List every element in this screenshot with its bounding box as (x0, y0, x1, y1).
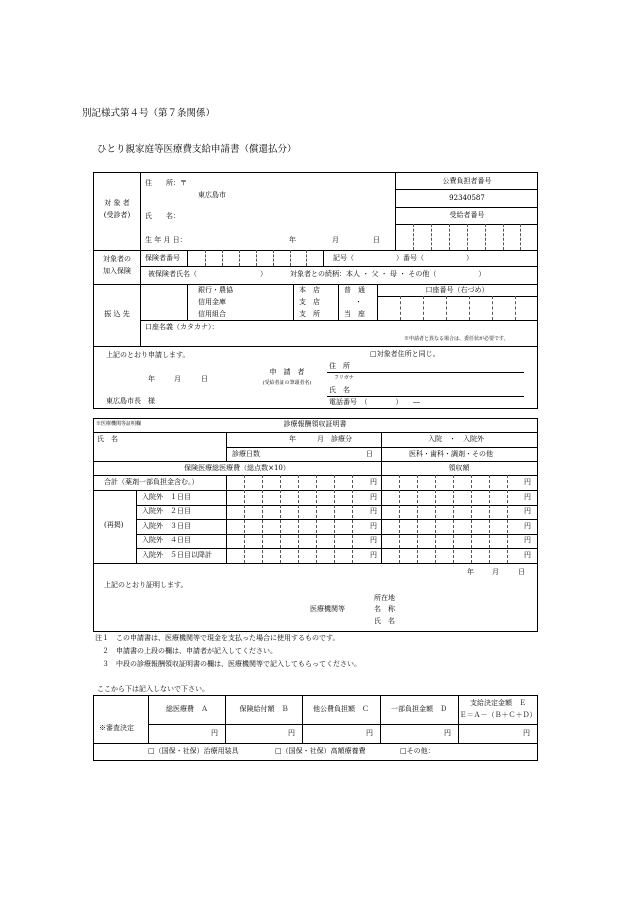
check-item[interactable]: □その他： (400, 747, 435, 755)
address-label: 住 所：〒 (145, 179, 187, 187)
account-type: ・ (355, 298, 362, 306)
symbol-number: 記号（ ）番号（ ） (333, 254, 473, 262)
form-number: 別記様式第４号（第７条関係） (82, 108, 216, 119)
office-column-header: 支給決定金額 Ｅ (470, 699, 526, 707)
inout-selector: 入院 ・ 入院外 (428, 435, 484, 443)
account-number-label: 口座番号（右づめ） (425, 286, 489, 294)
account-type: 当 座 (344, 310, 365, 318)
branch-type: 支 所 (299, 310, 320, 318)
yen-unit: 円 (370, 478, 377, 486)
applicant-label: 申 請 者 (269, 368, 305, 376)
note-line: 注１ この申請書は、医療機関等で現金を支払った場合に使用するものです。 (95, 634, 340, 642)
birth-day-label: 日 (373, 236, 380, 244)
proxy-note: ※申請者と異なる場合は、委任状が必要です。 (404, 336, 509, 342)
note-line: ２ 申請書の上段の欄は、申請者が記入してください。 (95, 647, 277, 655)
total-label: 合計（薬剤一部負担金含む。） (104, 478, 199, 486)
insurer-number-label: 保険者番号 (145, 254, 180, 262)
medical-category: 医科・歯科・調剤・その他 (409, 450, 493, 458)
name-label: 氏 名： (145, 212, 180, 220)
apply-month-label: 月 (174, 375, 181, 383)
address-city: 東広島市 (198, 191, 226, 199)
yen-unit: 円 (524, 551, 531, 559)
yen-unit: 円 (444, 729, 451, 737)
yen-unit: 円 (211, 729, 218, 737)
day-row-label: 入院外 ３日目 (142, 522, 191, 530)
check-item[interactable]: □（国保・社保）高額療養費 (275, 747, 366, 755)
yen-unit: 円 (524, 536, 531, 544)
account-holder-label: 口座名義（カタカナ）： (145, 323, 219, 331)
yen-unit: 円 (524, 522, 531, 530)
yen-unit: 円 (370, 522, 377, 530)
yen-unit: 円 (524, 507, 531, 515)
office-column-header: 他公費負担額 Ｃ (313, 705, 369, 713)
office-column-header: 一部負担金額 Ｄ (391, 705, 447, 713)
points-label: 保険医療総医療費（総点数×10） (184, 464, 290, 472)
formula: Ｅ＝Ａ－（Ｂ＋Ｃ＋Ｄ） (459, 711, 537, 719)
check-item[interactable]: □（国保・社保）治療用装具 (148, 747, 239, 755)
birth-month-label: 月 (332, 236, 339, 244)
office-column-header: 保険給付額 Ｂ (239, 705, 289, 713)
institution-location-label: 所在地 (374, 594, 395, 602)
day-row-label: 入院外 ４日目 (142, 536, 191, 544)
bank-type: 銀行・農協 (198, 286, 233, 294)
transfer-label: 振 込 先 (104, 310, 130, 318)
insured-name: 被保険者氏名（ ） (148, 270, 267, 278)
bank-type: 信用金庫 (198, 298, 226, 306)
yen-unit: 円 (524, 478, 531, 486)
treatment-days-label: 診療日数 (232, 450, 260, 458)
apply-day-label: 日 (201, 375, 208, 383)
yen-unit: 円 (366, 729, 373, 737)
days-unit: 日 (366, 450, 373, 458)
receipt-label: 領収額 (448, 464, 470, 472)
day-row-label: 入院外 ５日目以降計 (142, 551, 212, 559)
certificate-title: 診療報酬領収証明書 (283, 420, 347, 428)
applicant-sublabel: (受給者証の筆頭者名) (262, 380, 312, 386)
applicant-address-label: 住 所 (329, 362, 350, 370)
treatment-period: 年 月 診療分 (289, 435, 352, 443)
branch-type: 支 店 (299, 298, 320, 306)
applicant-name-label: 氏 名 (329, 386, 350, 394)
note-line: ３ 中段の診療報酬領収証明書の欄は、医療機関等で記入してもらってください。 (95, 660, 361, 668)
yen-unit: 円 (370, 551, 377, 559)
institution-name-label: 名 称 (374, 605, 395, 613)
subject-label: 対 象 者 (104, 199, 130, 207)
insurance-label: 対象者の (103, 255, 131, 263)
breakdown-label: (再掲) (104, 521, 124, 529)
day-row-label: 入院外 １日目 (142, 493, 191, 501)
institution-label: 医療機関等 (310, 605, 345, 613)
birthdate-label: 生 年 月 日： (145, 236, 187, 244)
same-address-checkbox[interactable]: □対象者住所と同じ。 (370, 350, 440, 358)
institution-person-label: 氏 名 (374, 617, 395, 625)
day-row-label: 入院外 ２日目 (142, 507, 191, 515)
apply-statement: 上記のとおり申請します。 (106, 351, 190, 359)
payer-number: 92340587 (449, 194, 485, 202)
cert-statement: 上記のとおり証明します。 (104, 581, 188, 589)
bank-type: 信用組合 (198, 310, 226, 318)
account-type: 普 通 (344, 286, 365, 294)
recipient-number-label: 受給者番号 (449, 211, 485, 219)
yen-unit: 円 (370, 493, 377, 501)
subject-sublabel: (受診者) (103, 211, 131, 219)
yen-unit: 円 (370, 507, 377, 515)
payer-number-label: 公費負担者番号 (442, 177, 492, 185)
office-instruction: ここから下は記入しないで下さい。 (97, 685, 209, 693)
yen-unit: 円 (523, 729, 530, 737)
cert-year-label: 年 (467, 568, 474, 576)
office-column-header: 総医療費 Ａ (166, 705, 208, 713)
relation: 対象者との続柄：本人 ・ 父 ・ 母 ・ その他（ ） (290, 270, 486, 278)
branch-type: 本 店 (299, 286, 320, 294)
apply-year-label: 年 (148, 375, 155, 383)
furigana-label: フリガナ (334, 375, 354, 381)
patient-name-label: 氏 名 (97, 435, 118, 443)
insurance-sublabel: 加入保険 (103, 267, 131, 275)
cert-month-label: 月 (492, 568, 499, 576)
yen-unit: 円 (370, 536, 377, 544)
cert-day-label: 日 (518, 568, 525, 576)
addressee: 東広島市長 様 (106, 397, 155, 405)
review-label: ※審査決定 (99, 724, 134, 732)
form-title: ひとり親家庭等医療費支給申請書（償還払分） (97, 144, 297, 155)
yen-unit: 円 (288, 729, 295, 737)
phone-label: 電話番号 （ ） ― (329, 398, 420, 406)
birth-year-label: 年 (289, 236, 296, 244)
certificate-column-label: ※医療機関等証明欄 (96, 421, 142, 427)
yen-unit: 円 (524, 493, 531, 501)
